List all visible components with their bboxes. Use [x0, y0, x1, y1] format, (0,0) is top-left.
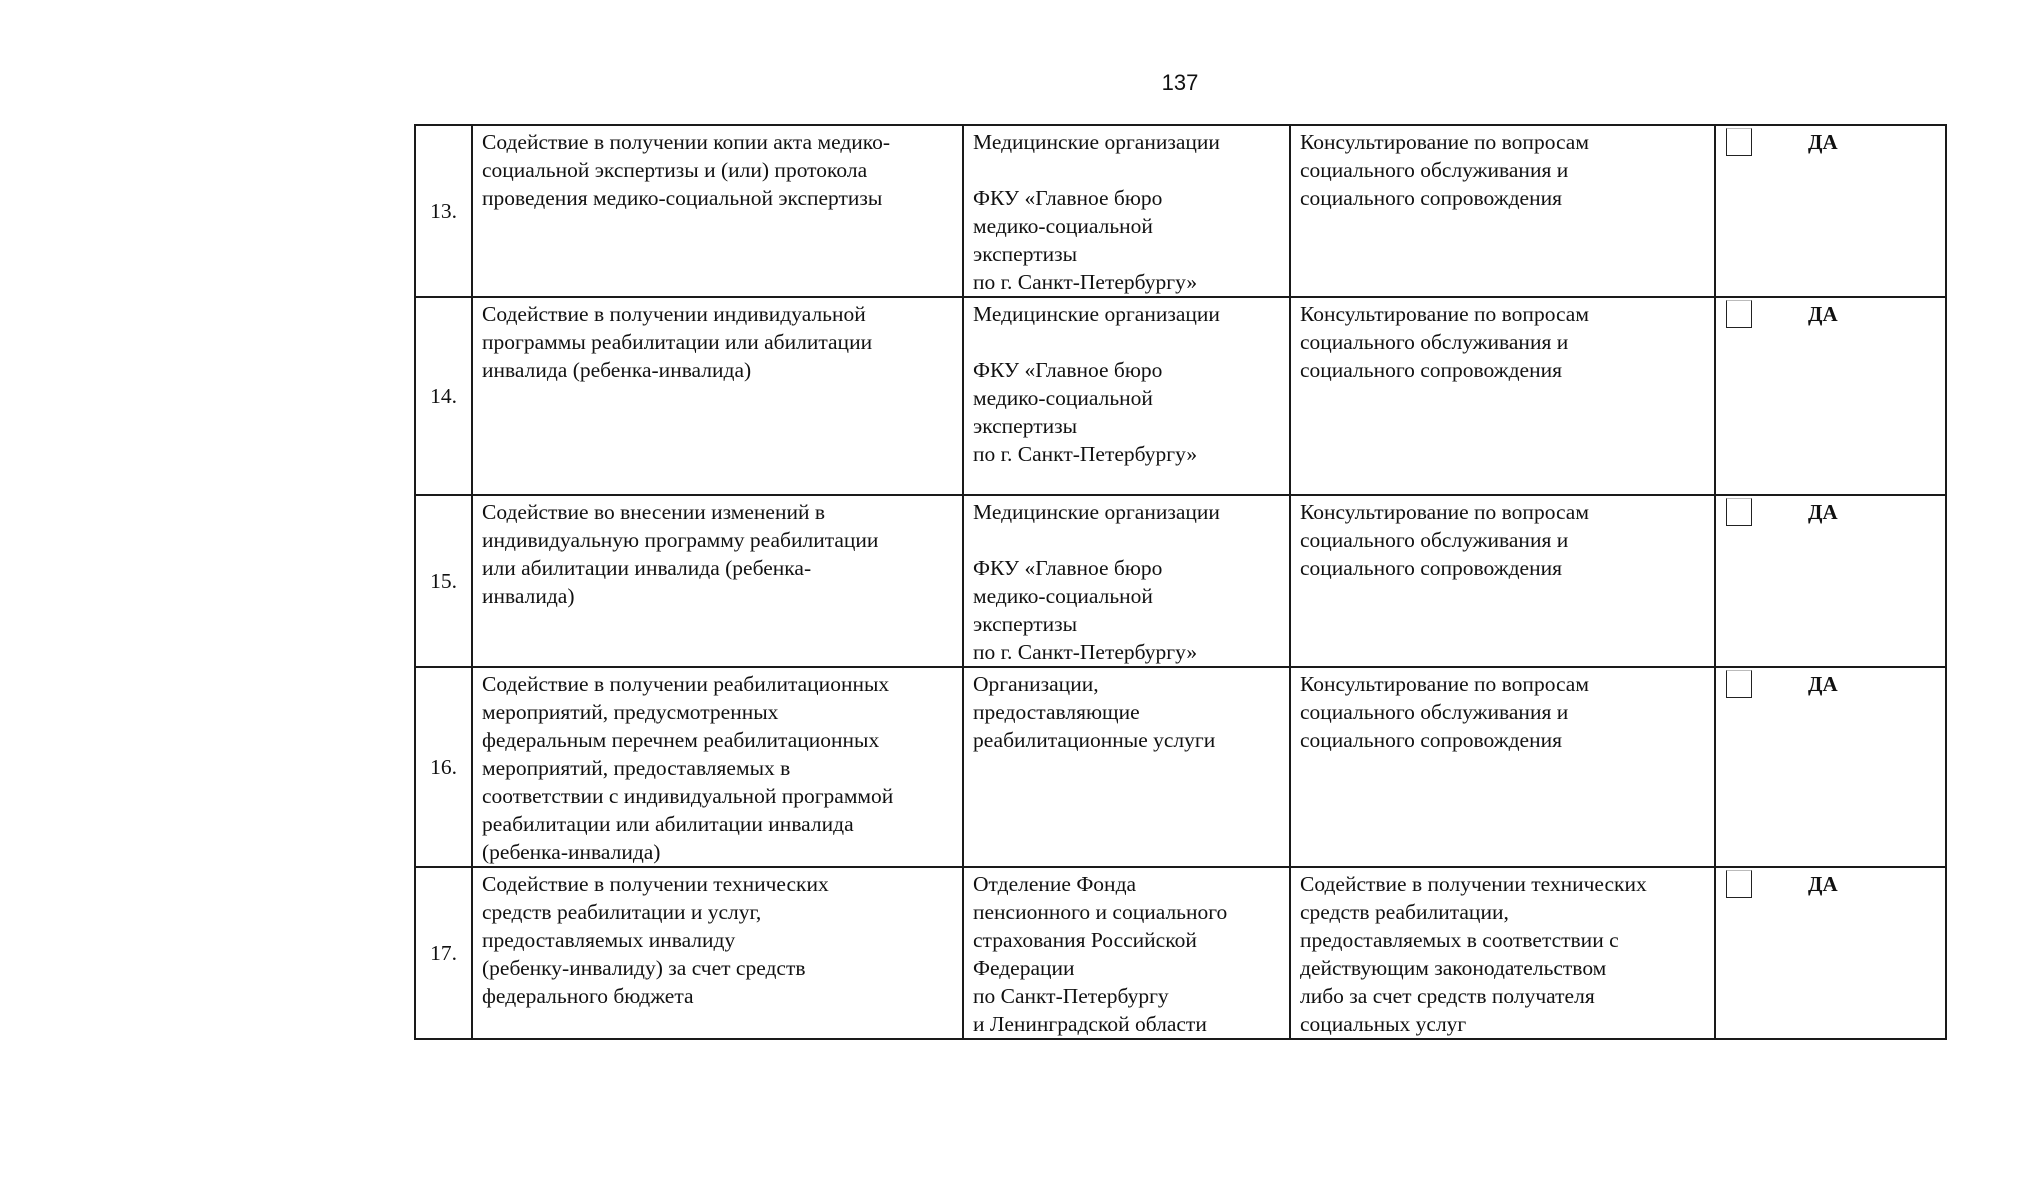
form-text: предоставляемых в соответствии с	[1300, 928, 1619, 952]
checkbox[interactable]	[1726, 300, 1752, 328]
form-cell	[1290, 125, 1715, 297]
answer-cell	[1715, 495, 1946, 667]
checkbox[interactable]	[1726, 128, 1752, 156]
answer-cell	[1715, 867, 1946, 1039]
service-text: мероприятий, предоставляемых в	[482, 756, 791, 780]
form-text: Консультирование по вопросам	[1300, 672, 1589, 696]
organization-text: медико-социальной	[973, 386, 1153, 410]
service-text: социальной экспертизы и (или) протокола	[482, 158, 868, 182]
organization-cell	[963, 297, 1290, 495]
row-number: 15.	[415, 495, 472, 667]
organization-text: медико-социальной	[973, 584, 1153, 608]
organization-text: Медицинские организации	[973, 130, 1220, 154]
form-cell	[1290, 297, 1715, 495]
form-text: либо за счет средств получателя	[1300, 984, 1595, 1008]
organization-text: экспертизы	[973, 414, 1078, 438]
service-text: Содействие в получении копии акта медико-	[482, 130, 891, 154]
service-text: (ребенка-инвалида)	[482, 840, 661, 864]
form-text: социального сопровождения	[1300, 358, 1562, 382]
form-text: средств реабилитации,	[1300, 900, 1509, 924]
form-cell	[1290, 495, 1715, 667]
checkbox[interactable]	[1726, 498, 1752, 526]
form-text: социального обслуживания и	[1300, 158, 1569, 182]
form-text: социального сопровождения	[1300, 556, 1562, 580]
service-text: программы реабилитации или абилитации	[482, 330, 873, 354]
form-text: действующим законодательством	[1300, 956, 1607, 980]
organization-cell	[963, 495, 1290, 667]
answer-label: ДА	[1808, 500, 1838, 524]
organization-text: Отделение Фонда	[973, 872, 1137, 896]
row-number: 14.	[415, 297, 472, 495]
service-text: мероприятий, предусмотренных	[482, 700, 779, 724]
answer-label: ДА	[1808, 302, 1838, 326]
answer-cell	[1715, 125, 1946, 297]
table-row	[415, 867, 1946, 1039]
service-text: соответствии с индивидуальной программой	[482, 784, 894, 808]
service-text: предоставляемых инвалиду	[482, 928, 736, 952]
service-text: реабилитации или абилитации инвалида	[482, 812, 854, 836]
answer-label: ДА	[1808, 130, 1838, 154]
service-text: средств реабилитации и услуг,	[482, 900, 762, 924]
service-text: федеральным перечнем реабилитационных	[482, 728, 880, 752]
organization-text: экспертизы	[973, 612, 1078, 636]
form-text: социального обслуживания и	[1300, 528, 1569, 552]
service-cell	[472, 297, 963, 495]
table-row	[415, 125, 1946, 297]
table-row	[415, 297, 1946, 495]
form-text: социального сопровождения	[1300, 186, 1562, 210]
checkbox[interactable]	[1726, 870, 1752, 898]
page-number: 137	[1161, 70, 1199, 95]
row-number: 16.	[415, 667, 472, 867]
form-cell	[1290, 667, 1715, 867]
service-cell	[472, 867, 963, 1039]
organization-text: по г. Санкт-Петербургу»	[973, 640, 1198, 664]
form-text: социального обслуживания и	[1300, 330, 1569, 354]
organization-cell	[963, 867, 1290, 1039]
organization-text: экспертизы	[973, 242, 1078, 266]
form-cell	[1290, 867, 1715, 1039]
organization-text: ФКУ «Главное бюро	[973, 556, 1163, 580]
service-text: инвалида)	[482, 584, 575, 608]
form-text: социального обслуживания и	[1300, 700, 1569, 724]
checkbox[interactable]	[1726, 670, 1752, 698]
answer-cell	[1715, 297, 1946, 495]
organization-text: и Ленинградской области	[973, 1012, 1207, 1036]
form-text: Содействие в получении технических	[1300, 872, 1647, 896]
service-text: Содействие в получении реабилитационных	[482, 672, 890, 696]
organization-text: Организации,	[973, 672, 1099, 696]
service-text: или абилитации инвалида (ребенка-	[482, 556, 812, 580]
service-cell	[472, 495, 963, 667]
service-text: Содействие во внесении изменений в	[482, 500, 826, 524]
service-text: проведения медико-социальной экспертизы	[482, 186, 883, 210]
organization-text: ФКУ «Главное бюро	[973, 186, 1163, 210]
organization-text: предоставляющие	[973, 700, 1140, 724]
organization-cell	[963, 125, 1290, 297]
organization-text: Медицинские организации	[973, 302, 1220, 326]
service-text: (ребенку-инвалиду) за счет средств	[482, 956, 806, 980]
services-table	[414, 124, 1947, 1040]
organization-text: медико-социальной	[973, 214, 1153, 238]
service-text: индивидуальную программу реабилитации	[482, 528, 879, 552]
form-text: Консультирование по вопросам	[1300, 302, 1589, 326]
organization-text: пенсионного и социального	[973, 900, 1228, 924]
service-text: инвалида (ребенка-инвалида)	[482, 358, 752, 382]
form-text: Консультирование по вопросам	[1300, 500, 1589, 524]
answer-label: ДА	[1808, 872, 1838, 896]
answer-cell	[1715, 667, 1946, 867]
organization-text: по г. Санкт-Петербургу»	[973, 270, 1198, 294]
row-number: 17.	[415, 867, 472, 1039]
organization-text: ФКУ «Главное бюро	[973, 358, 1163, 382]
table-row	[415, 667, 1946, 867]
organization-text: реабилитационные услуги	[973, 728, 1216, 752]
form-text: социального сопровождения	[1300, 728, 1562, 752]
organization-text: Федерации	[973, 956, 1075, 980]
answer-label: ДА	[1808, 672, 1838, 696]
service-text: Содействие в получении технических	[482, 872, 829, 896]
service-cell	[472, 125, 963, 297]
form-text: социальных услуг	[1300, 1012, 1467, 1036]
table-row	[415, 495, 1946, 667]
organization-text: страхования Российской	[973, 928, 1197, 952]
organization-text: Медицинские организации	[973, 500, 1220, 524]
service-cell	[472, 667, 963, 867]
organization-text: по Санкт-Петербургу	[973, 984, 1169, 1008]
form-text: Консультирование по вопросам	[1300, 130, 1589, 154]
organization-cell	[963, 667, 1290, 867]
service-text: Содействие в получении индивидуальной	[482, 302, 866, 326]
organization-text: по г. Санкт-Петербургу»	[973, 442, 1198, 466]
service-text: федерального бюджета	[482, 984, 694, 1008]
row-number: 13.	[415, 125, 472, 297]
